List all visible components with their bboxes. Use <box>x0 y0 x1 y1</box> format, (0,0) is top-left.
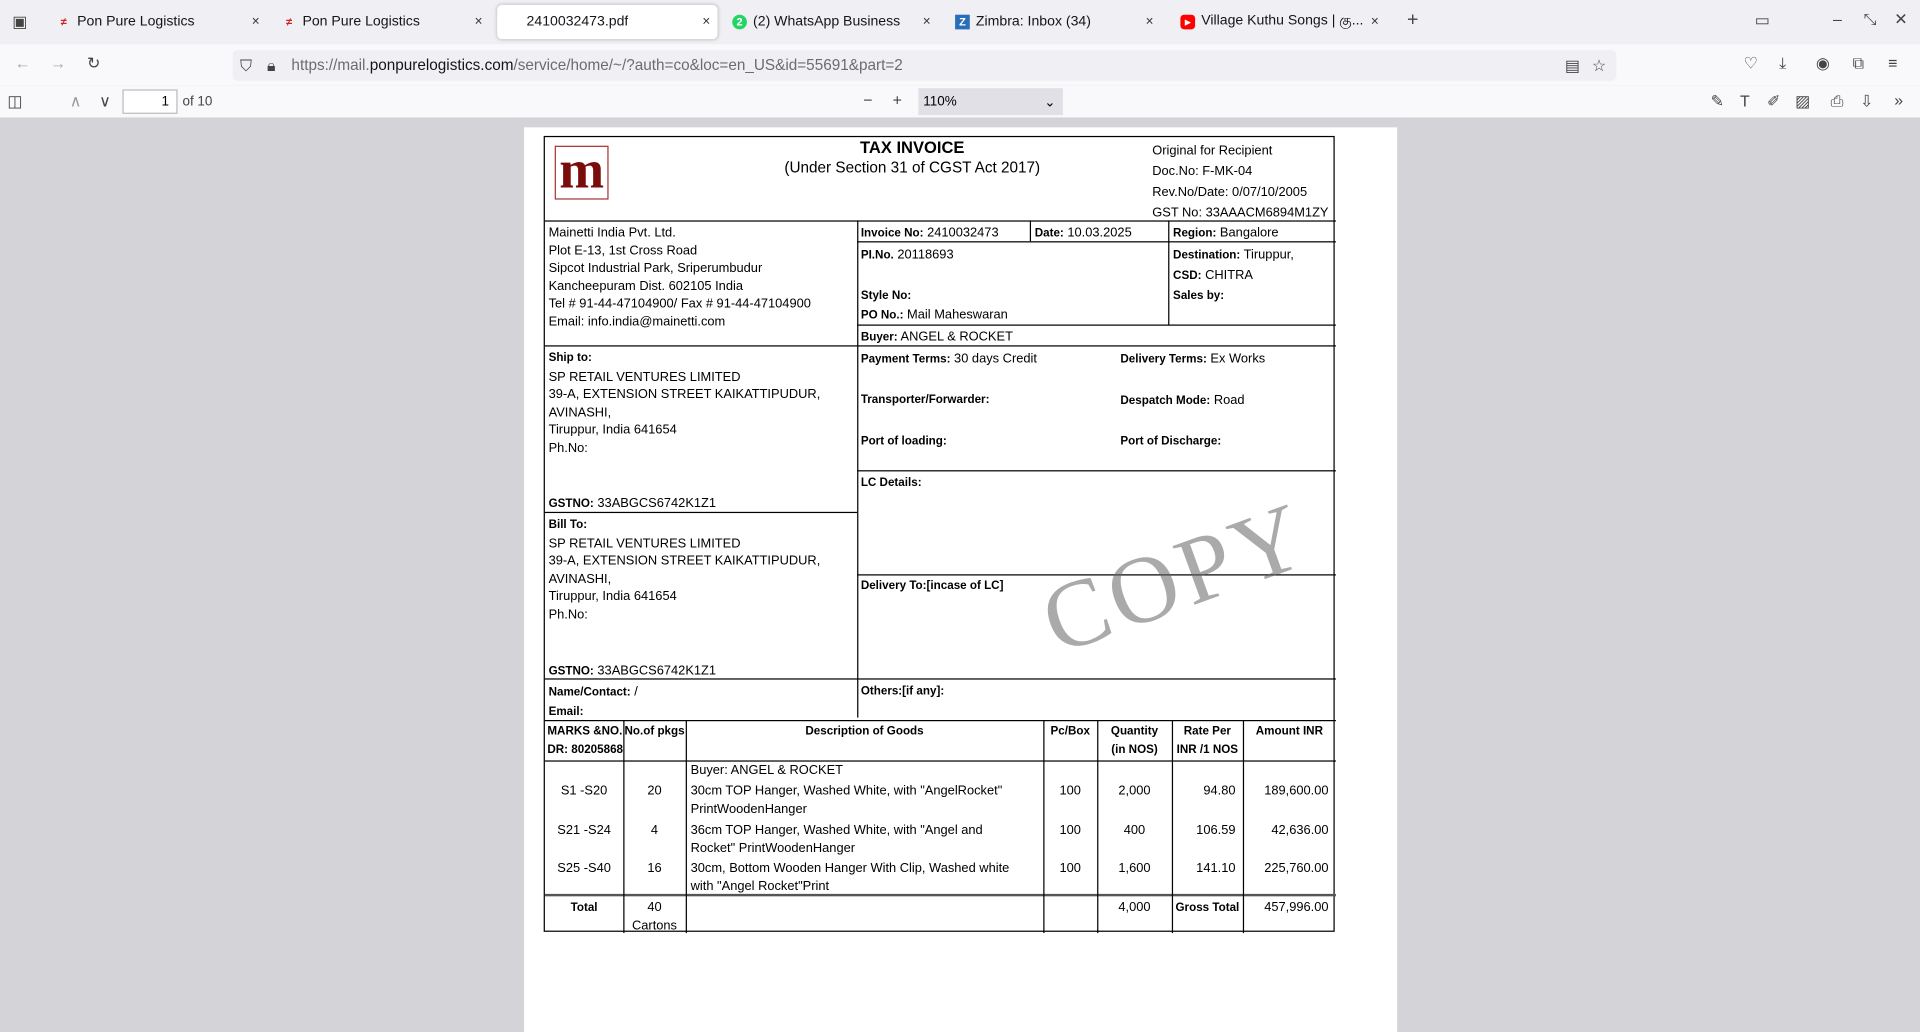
close-tab-icon[interactable]: × <box>251 14 260 30</box>
buyer: Buyer: ANGEL & ROCKET <box>860 329 1013 345</box>
total-label: Total <box>570 901 598 915</box>
po-number: PO No.: Mail Maheswaran <box>860 307 1008 323</box>
row-rate: 141.10 <box>1196 860 1236 876</box>
bill-to-gst: GSTNO: 33ABGCS6742K1Z1 <box>548 663 717 679</box>
youtube-icon: ▸ <box>1180 15 1195 30</box>
row-pcbox: 100 <box>1059 860 1081 876</box>
seller-line: Mainetti India Pvt. Ltd. <box>548 225 676 241</box>
seller-line: Sipcot Industrial Park, Sriperumbudur <box>548 260 763 276</box>
new-tab-button[interactable]: + <box>1406 9 1419 31</box>
meta-line: GST No: 33AAACM6894M1ZY <box>1152 205 1329 221</box>
downloads-icon[interactable]: ⤓ <box>1779 53 1787 73</box>
tab-title: (2) WhatsApp Business <box>753 14 901 30</box>
others: Others:[if any]: <box>860 684 945 698</box>
bill-to-label: Bill To: <box>548 517 588 532</box>
ship-to-label: Ship to: <box>548 351 592 365</box>
port-of-discharge: Port of Discharge: <box>1120 434 1222 449</box>
destination: Destination: Tiruppur, <box>1173 247 1294 263</box>
col-marks: MARKS &NO. <box>547 724 623 739</box>
row-marks: S21 -S24 <box>557 822 611 837</box>
page-number-input[interactable]: 1 <box>122 89 177 113</box>
pocket-icon[interactable]: ♡ <box>1743 53 1758 73</box>
extensions-icon[interactable]: ⧉ <box>1852 53 1865 73</box>
tab-ponpure-2[interactable] <box>269 5 489 39</box>
row-pkgs: 4 <box>650 822 659 837</box>
meta-line: Rev.No/Date: 0/07/10/2005 <box>1152 184 1308 200</box>
sidebar-toggle-icon[interactable]: ◫ <box>7 91 23 111</box>
address-line: 39-A, EXTENSION STREET KAIKATTIPUDUR, <box>548 386 821 402</box>
row-description-cont: with "Angel Rocket"Print <box>690 879 830 894</box>
row-amount: 189,600.00 <box>1264 783 1329 799</box>
table-buyer-line: Buyer: ANGEL & ROCKET <box>690 762 844 778</box>
account-icon[interactable]: ◉ <box>1815 53 1830 73</box>
whatsapp-icon: 2 <box>732 15 747 30</box>
col-marks-dr: DR: 80205868 <box>547 743 624 757</box>
seller-line: Kancheepuram Dist. 602105 India <box>548 278 743 294</box>
draw-icon[interactable]: ✐ <box>1766 91 1781 111</box>
seller-address <box>549 224 811 331</box>
reload-icon[interactable]: ↻ <box>86 53 101 73</box>
close-tab-icon[interactable]: × <box>1370 14 1379 30</box>
tab-zimbra[interactable] <box>943 5 1161 39</box>
minimize-icon[interactable]: – <box>1833 9 1842 29</box>
address-line: SP RETAIL VENTURES LIMITED <box>548 369 741 384</box>
delivery-terms: Delivery Terms: Ex Works <box>1120 351 1266 367</box>
invoice-subtitle: (Under Section 31 of CGST Act 2017) <box>784 159 1041 177</box>
url-path: /service/home/~/?auth=co&loc=en_US&id=55691&part=2 <box>513 56 903 74</box>
highlight-icon[interactable]: ✎ <box>1710 91 1724 111</box>
text-tool-icon[interactable]: T <box>1740 91 1750 111</box>
address-line: SP RETAIL VENTURES LIMITED <box>548 535 741 551</box>
meta-line: Doc.No: F-MK-04 <box>1152 164 1253 179</box>
tab-bar <box>0 0 1920 44</box>
restore-icon[interactable]: ⤡ <box>1863 9 1877 29</box>
gross-total-label: Gross Total <box>1175 901 1240 915</box>
chevron-down-icon: ⌄ <box>1044 95 1056 111</box>
url-domain: ponpurelogistics.com <box>369 56 514 74</box>
row-description-cont: PrintWoodenHanger <box>690 802 807 817</box>
tab-ponpure-1[interactable] <box>44 5 267 39</box>
row-quantity: 2,000 <box>1118 783 1151 799</box>
row-amount: 225,760.00 <box>1264 860 1329 876</box>
lock-icon[interactable]: 🔒︎ <box>266 56 276 75</box>
reader-view-icon[interactable]: ▤ <box>1564 56 1580 75</box>
col-pcbox: Pc/Box <box>1050 724 1090 739</box>
row-pkgs: 16 <box>647 860 662 876</box>
close-window-icon[interactable]: ✕ <box>1894 9 1908 29</box>
save-icon[interactable]: ⇩ <box>1860 91 1874 111</box>
seller-line: Plot E-13, 1st Cross Road <box>548 243 698 258</box>
tab-youtube[interactable] <box>1168 5 1386 39</box>
shield-icon[interactable]: ⛉ <box>240 56 252 75</box>
row-quantity: 400 <box>1123 822 1146 837</box>
invoice-number: Invoice No: 2410032473 <box>860 225 999 241</box>
col-rate-unit: INR /1 NOS <box>1176 743 1239 757</box>
transporter: Transporter/Forwarder: <box>860 393 990 407</box>
menu-icon[interactable]: ≡ <box>1888 53 1898 73</box>
address-line: 39-A, EXTENSION STREET KAIKATTIPUDUR, <box>548 553 821 569</box>
payment-terms: Payment Terms: 30 days Credit <box>860 351 1037 367</box>
row-quantity: 1,600 <box>1118 860 1151 876</box>
sales-by: Sales by: <box>1173 288 1225 303</box>
tab-title: Zimbra: Inbox (34) <box>975 14 1091 30</box>
close-tab-icon[interactable]: × <box>922 14 931 30</box>
tab-overview-icon[interactable]: ▭ <box>1754 11 1770 30</box>
pdf-toolbar <box>0 86 1920 119</box>
row-rate: 94.80 <box>1203 783 1236 799</box>
delivery-to: Delivery To:[incase of LC] <box>860 579 1004 593</box>
row-marks: S25 -S40 <box>557 860 611 876</box>
row-description-cont: Rocket" PrintWoodenHanger <box>690 840 856 856</box>
row-pkgs: 20 <box>647 783 662 799</box>
zoom-select[interactable] <box>918 88 1062 115</box>
zoom-out-icon[interactable]: − <box>863 90 873 109</box>
col-description: Description of Goods <box>805 724 924 739</box>
next-page-icon[interactable]: ∨ <box>99 91 111 111</box>
seller-line: Tel # 91-44-47104900/ Fax # 91-44-47104900 <box>548 296 811 312</box>
col-quantity: Quantity <box>1110 724 1159 739</box>
tab-whatsapp[interactable] <box>720 5 938 39</box>
page-count: of 10 <box>182 94 213 109</box>
nav-bar <box>0 44 1920 86</box>
address-line: Tiruppur, India 641654 <box>548 422 677 438</box>
total-pkgs: 40 Cartons <box>631 900 677 933</box>
address-line: Tiruppur, India 641654 <box>548 588 677 604</box>
close-tab-icon[interactable]: × <box>1145 14 1154 30</box>
tab-pdf[interactable] <box>497 5 717 39</box>
row-description: 30cm TOP Hanger, Washed White, with "AngelRocket" <box>690 783 1003 799</box>
row-amount: 42,636.00 <box>1271 822 1329 837</box>
row-rate: 106.59 <box>1196 822 1236 837</box>
tab-title: Village Kuthu Songs | கு... <box>1201 13 1364 29</box>
zimbra-icon: Z <box>955 15 970 30</box>
row-pcbox: 100 <box>1059 783 1081 799</box>
style-no: Style No: <box>860 288 912 303</box>
previous-page-icon[interactable]: ∧ <box>69 91 82 111</box>
address-line: Ph.No: <box>548 606 588 622</box>
zoom-value: 110% <box>923 94 957 109</box>
ship-to-gst: GSTNO: 33ABGCS6742K1Z1 <box>548 495 717 511</box>
forward-icon[interactable]: → <box>50 53 67 73</box>
invoice-date: Date: 10.03.2025 <box>1034 225 1132 241</box>
port-of-loading: Port of loading: <box>860 434 947 449</box>
bookmark-star-icon[interactable]: ☆ <box>1591 56 1607 75</box>
address-line: AVINASHI, <box>548 571 612 586</box>
invoice-title: TAX INVOICE <box>860 138 965 157</box>
tab-title: Pon Pure Logistics <box>77 14 195 30</box>
col-quantity-unit: (in NOS) <box>1111 743 1158 757</box>
name-contact: Name/Contact: / <box>548 684 638 700</box>
ponpure-logo-icon: ≠ <box>60 15 67 29</box>
bill-to <box>549 517 821 624</box>
more-tools-icon[interactable]: » <box>1894 90 1904 109</box>
meta-line: Original for Recipient <box>1152 143 1273 158</box>
company-logo: m <box>555 146 609 200</box>
despatch-mode: Despatch Mode: Road <box>1120 393 1245 408</box>
seller-line: Email: info.india@mainetti.com <box>548 314 726 329</box>
gross-total: 457,996.00 <box>1264 900 1329 915</box>
region: Region: Bangalore <box>1173 225 1279 241</box>
close-tab-icon[interactable]: × <box>702 14 711 30</box>
ponpure-logo-icon: ≠ <box>285 15 293 29</box>
tab-title: 2410032473.pdf <box>526 14 629 30</box>
col-amount: Amount INR <box>1255 724 1323 739</box>
pi-number: PI.No. 20118693 <box>860 247 954 263</box>
image-icon[interactable]: ▨ <box>1795 91 1811 111</box>
copy-watermark: COPY <box>1028 480 1323 675</box>
col-pkgs: No.of pkgs <box>624 724 685 739</box>
lc-details: LC Details: <box>860 476 922 490</box>
row-description: 36cm TOP Hanger, Washed White, with "Angel and <box>690 822 983 837</box>
tab-list-icon[interactable]: ▣ <box>12 12 28 31</box>
ship-to <box>549 350 821 457</box>
col-rate: Rate Per <box>1183 724 1231 739</box>
email-label: Email: <box>548 705 584 719</box>
address-line: Ph.No: <box>548 440 588 455</box>
zoom-in-icon[interactable]: + <box>892 90 902 109</box>
row-pcbox: 100 <box>1059 822 1081 837</box>
address-line: AVINASHI, <box>548 404 612 420</box>
url-prefix: https://mail. <box>291 56 370 74</box>
back-icon[interactable]: ← <box>14 53 31 73</box>
csd: CSD: CHITRA <box>1173 268 1253 283</box>
close-tab-icon[interactable]: × <box>474 14 483 30</box>
print-icon[interactable]: ⎙ <box>1830 91 1844 111</box>
total-quantity: 4,000 <box>1118 900 1151 915</box>
row-description: 30cm, Bottom Wooden Hanger With Clip, Washed white <box>690 860 1010 876</box>
tab-title: Pon Pure Logistics <box>302 14 420 30</box>
row-marks: S1 -S20 <box>560 783 608 799</box>
url-bar[interactable] <box>233 50 1617 81</box>
doc-meta <box>1152 141 1328 224</box>
